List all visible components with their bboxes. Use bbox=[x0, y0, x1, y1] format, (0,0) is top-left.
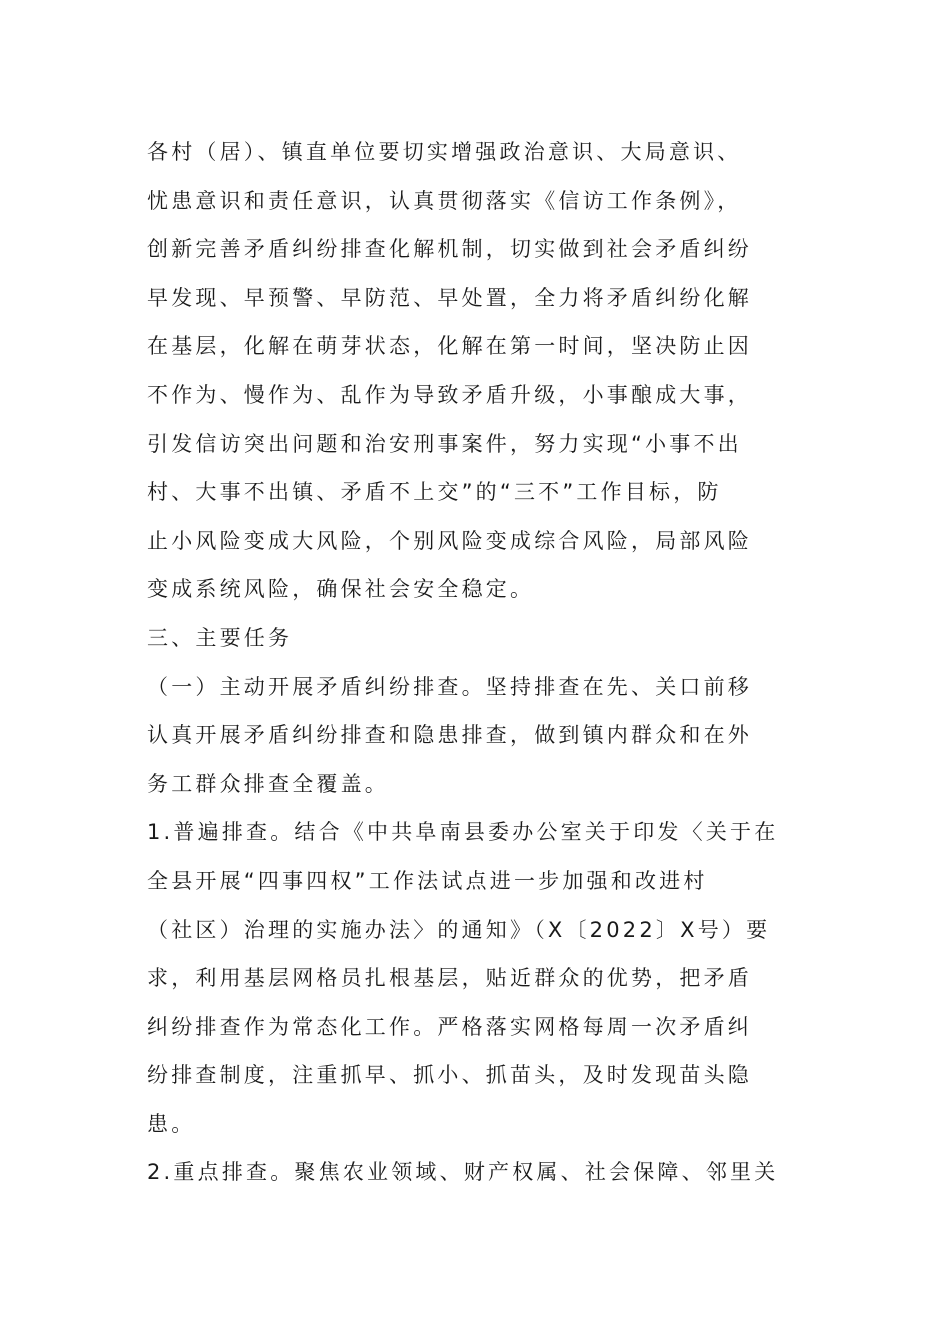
paragraph-line: 忧患意识和责任意识，认真贯彻落实《信访工作条例》， bbox=[147, 188, 742, 213]
paragraph-line: 早发现、早预警、早防范、早处置，全力将矛盾纠纷化解 bbox=[147, 285, 752, 310]
paragraph-line: 认真开展矛盾纠纷排查和隐患排查，做到镇内群众和在外 bbox=[147, 723, 752, 748]
numbered-item-line: 2.重点排查。聚焦农业领域、财产权属、社会保障、邻里关 bbox=[147, 1160, 779, 1185]
paragraph-line: 纷排查制度，注重抓早、抓小、抓苗头，及时发现苗头隐 bbox=[147, 1063, 752, 1088]
document-body bbox=[147, 128, 807, 1197]
numbered-item-line: 1.普遍排查。结合《中共阜南县委办公室关于印发〈关于在 bbox=[147, 820, 779, 845]
paragraph-line: 务工群众排查全覆盖。 bbox=[147, 771, 389, 796]
section-heading: 三、主要任务 bbox=[147, 625, 293, 650]
paragraph-line: 在基层，化解在萌芽状态，化解在第一时间，坚决防止因 bbox=[147, 334, 752, 359]
paragraph-line: 纠纷排查作为常态化工作。严格落实网格每周一次矛盾纠 bbox=[147, 1014, 752, 1039]
paragraph-line: 创新完善矛盾纠纷排查化解机制，切实做到社会矛盾纠纷 bbox=[147, 237, 752, 262]
paragraph-line: 村、大事不出镇、矛盾不上交”的“三不”工作目标，防 bbox=[147, 480, 722, 505]
paragraph-line: 全县开展“四事四权”工作法试点进一步加强和改进村 bbox=[147, 868, 708, 893]
paragraph-line: 不作为、慢作为、乱作为导致矛盾升级，小事酿成大事， bbox=[147, 382, 752, 407]
paragraph-line: 各村（居）、镇直单位要切实增强政治意识、大局意识、 bbox=[147, 140, 742, 164]
paragraph-line: 患。 bbox=[147, 1111, 196, 1136]
paragraph-line: （社区）治理的实施办法〉的通知》（X〔2022〕X号）要 bbox=[147, 917, 771, 942]
paragraph-line: 引发信访突出问题和治安刑事案件，努力实现“小事不出 bbox=[147, 431, 742, 456]
paragraph-line: 变成系统风险，确保社会安全稳定。 bbox=[147, 577, 535, 602]
subsection-heading-line: （一）主动开展矛盾纠纷排查。坚持排查在先、关口前移 bbox=[147, 674, 752, 699]
paragraph-line: 止小风险变成大风险，个别风险变成综合风险，局部风险 bbox=[147, 528, 752, 553]
paragraph-line: 求，利用基层网格员扎根基层，贴近群众的优势，把矛盾 bbox=[147, 966, 752, 991]
